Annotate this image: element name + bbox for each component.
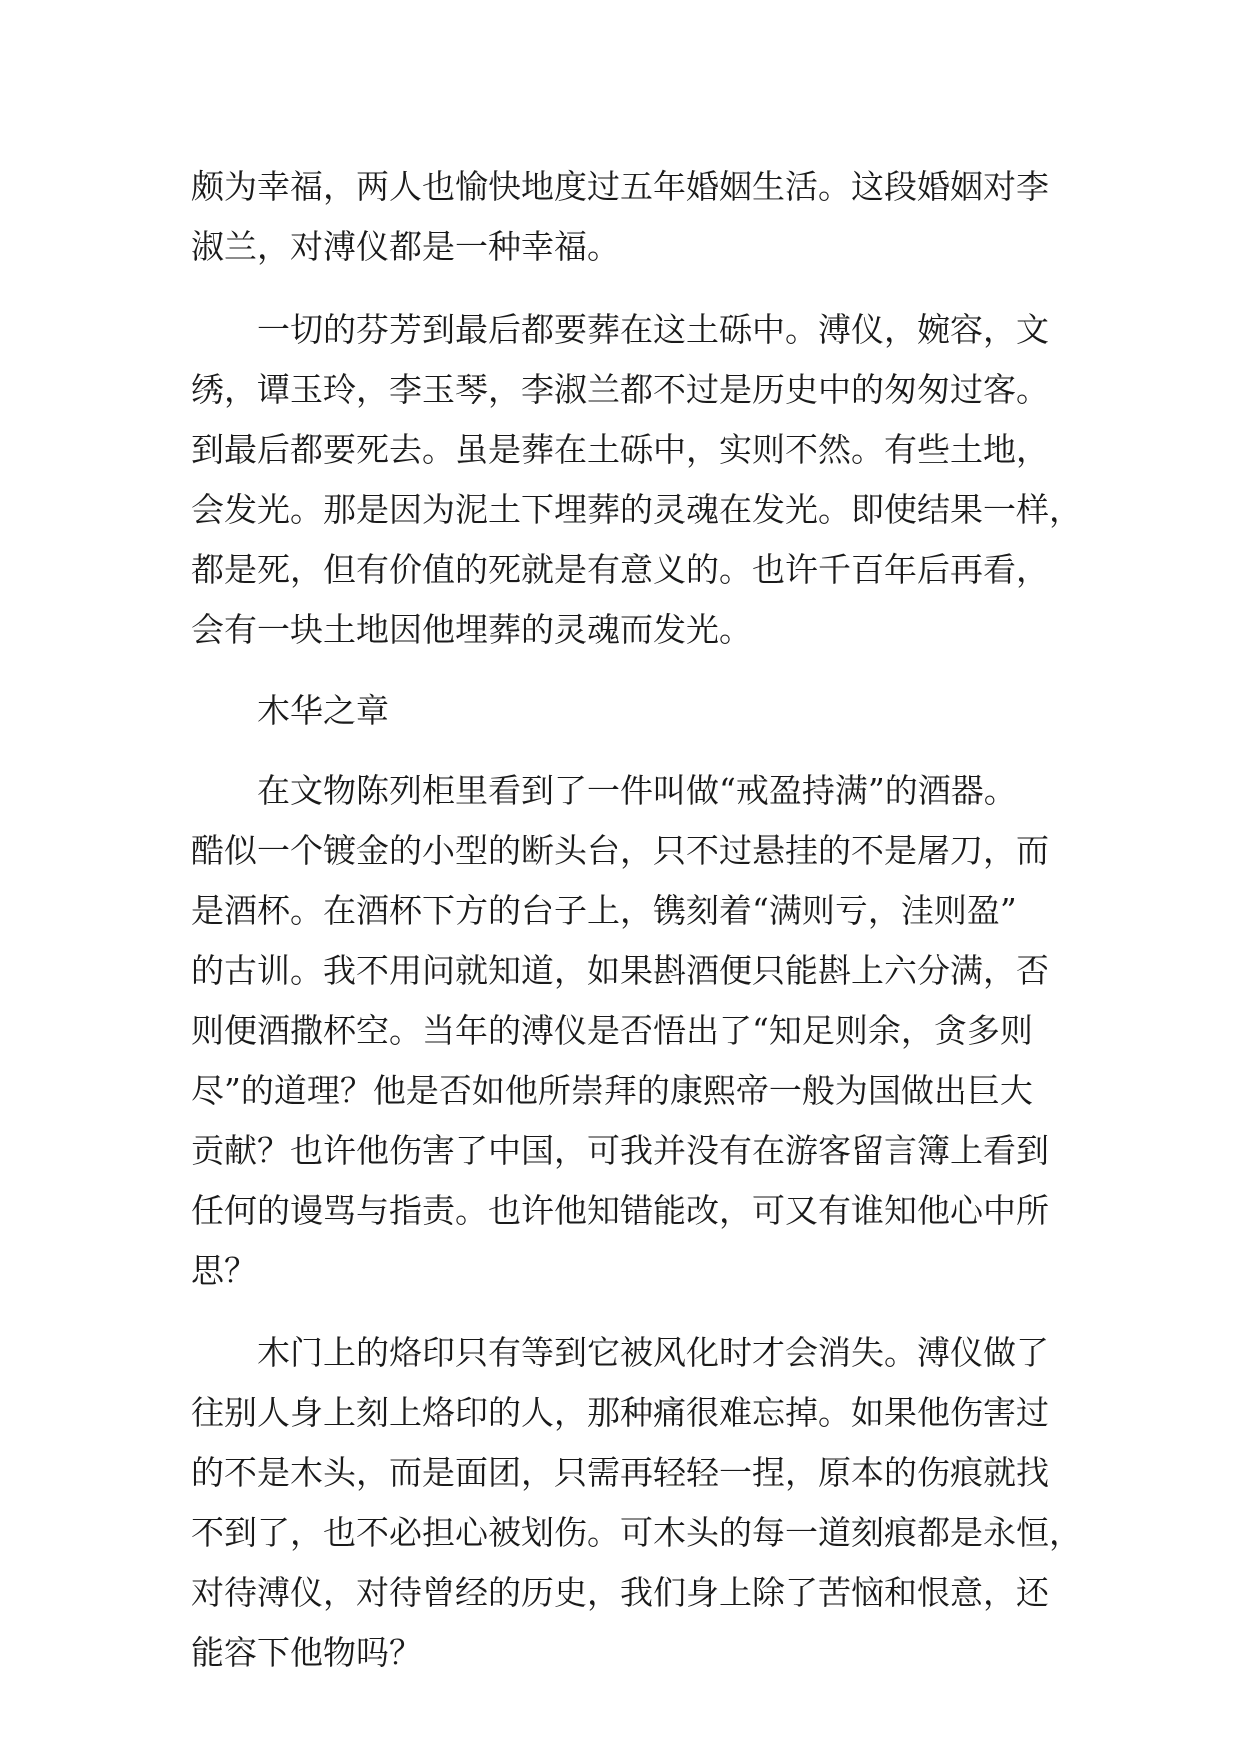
text-line: 一切的芬芳到最后都要葬在这土砾中。溥仪，婉容，文	[257, 310, 1049, 349]
text-line: 颇为幸福，两人也愉快地度过五年婚姻生活。这段婚姻对李	[191, 167, 1049, 206]
text-line: 是酒杯。在酒杯下方的台子上，镌刻着“满则亏，洼则盈”	[191, 891, 1017, 930]
text-line: 淑兰，对溥仪都是一种幸福。	[191, 227, 620, 266]
text-line: 任何的谩骂与指责。也许他知错能改，可又有谁知他心中所	[191, 1191, 1049, 1230]
text-line: 在文物陈列柜里看到了一件叫做“戒盈持满”的酒器。	[257, 771, 1017, 810]
text-line: 会有一块土地因他埋葬的灵魂而发光。	[191, 610, 752, 649]
text-line: 都是死，但有价值的死就是有意义的。也许千百年后再看，	[191, 550, 1049, 589]
text-line: 尽”的道理？他是否如他所崇拜的康熙帝一般为国做出巨大	[191, 1071, 1033, 1110]
text-line: 思？	[191, 1251, 257, 1290]
section-heading: 木华之章	[257, 691, 389, 730]
text-line: 会发光。那是因为泥土下埋葬的灵魂在发光。即使结果一样，	[191, 490, 1082, 529]
text-line: 能容下他物吗？	[191, 1633, 422, 1672]
text-line: 木门上的烙印只有等到它被风化时才会消失。溥仪做了	[257, 1333, 1049, 1372]
text-line: 不到了，也不必担心被划伤。可木头的每一道刻痕都是永恒，	[191, 1513, 1082, 1552]
text-line: 到最后都要死去。虽是葬在土砾中，实则不然。有些土地，	[191, 430, 1049, 469]
text-line: 往别人身上刻上烙印的人，那种痛很难忘掉。如果他伤害过	[191, 1393, 1049, 1432]
text-line: 酷似一个镀金的小型的断头台，只不过悬挂的不是屠刀，而	[191, 831, 1049, 870]
text-line: 则便酒撒杯空。当年的溥仪是否悟出了“知足则余，贪多则	[191, 1011, 1033, 1050]
text-line: 对待溥仪，对待曾经的历史，我们身上除了苦恼和恨意，还	[191, 1573, 1049, 1612]
text-line: 的不是木头，而是面团，只需再轻轻一捏，原本的伤痕就找	[191, 1453, 1049, 1492]
text-line: 绣，谭玉玲，李玉琴，李淑兰都不过是历史中的匆匆过客。	[191, 370, 1049, 409]
text-line: 的古训。我不用问就知道，如果斟酒便只能斟上六分满，否	[191, 951, 1049, 990]
text-line: 贡献？也许他伤害了中国，可我并没有在游客留言簿上看到	[191, 1131, 1049, 1170]
